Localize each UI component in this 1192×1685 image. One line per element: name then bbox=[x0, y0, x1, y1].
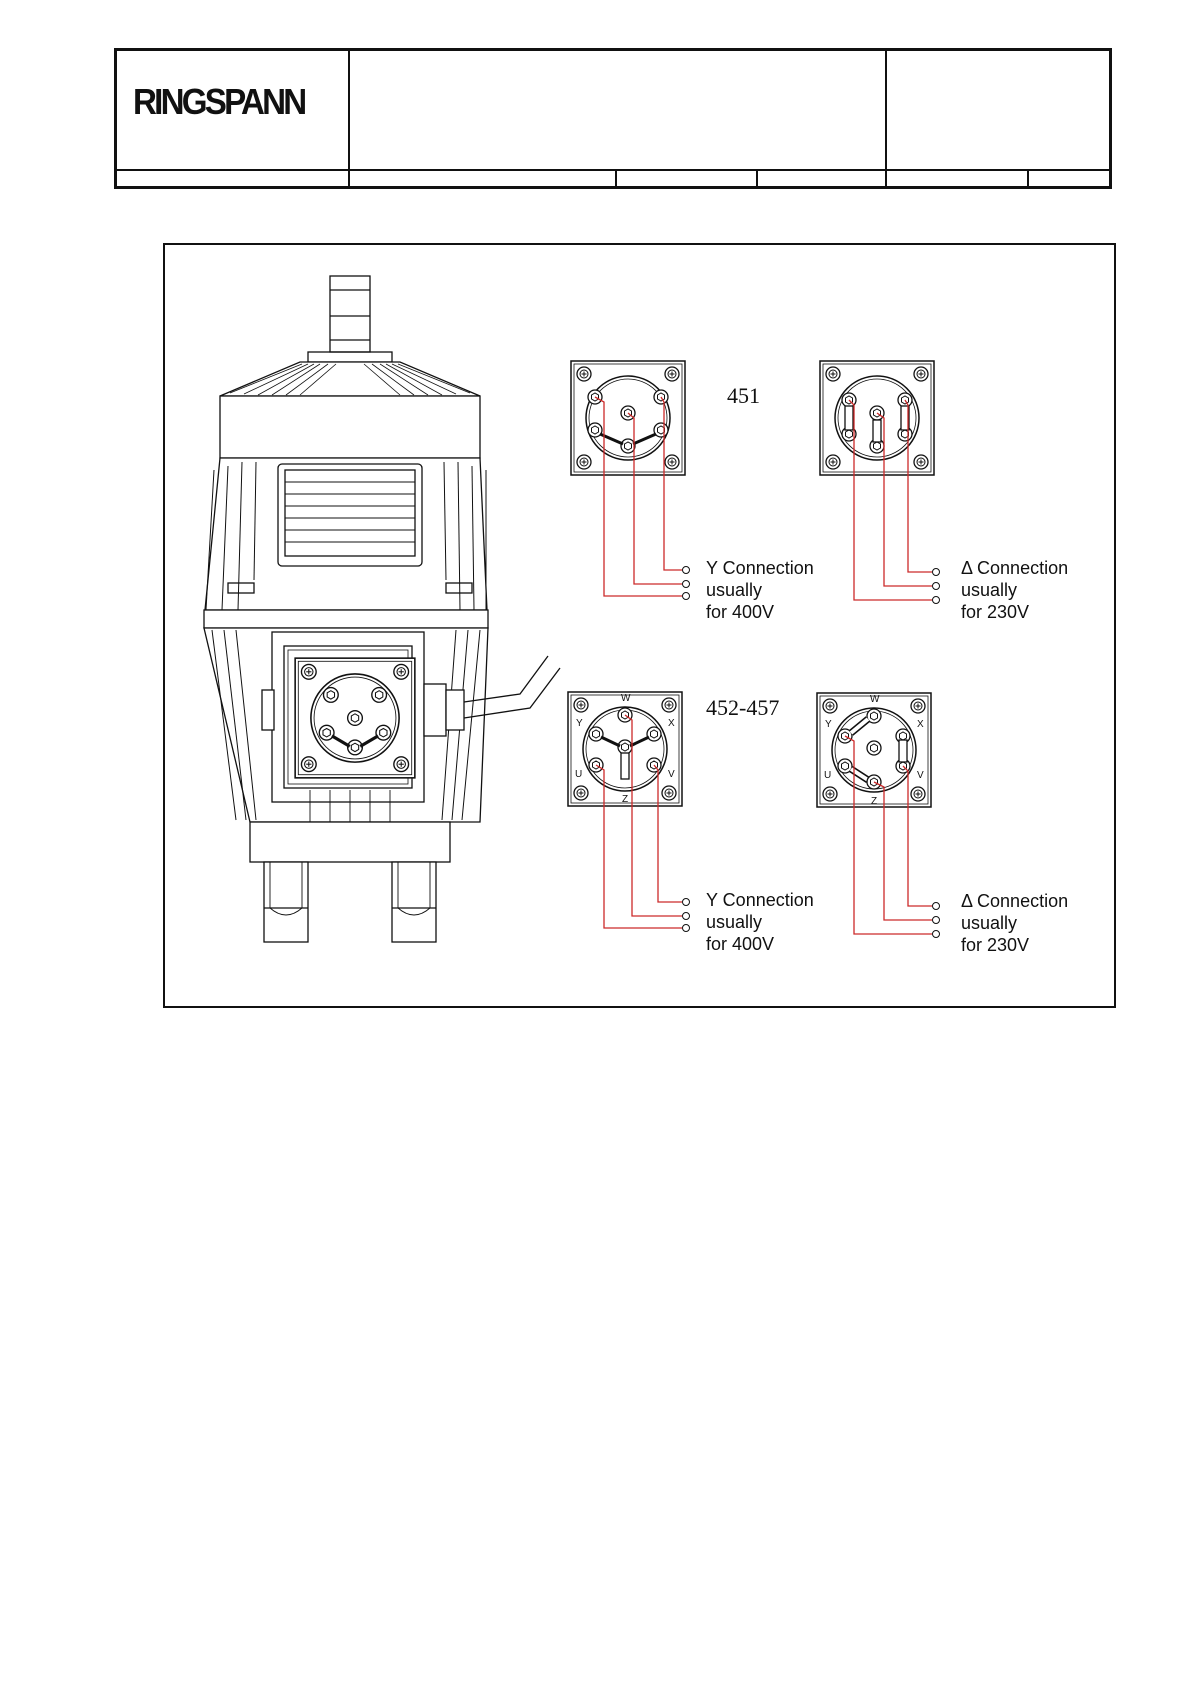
plate-451-delta bbox=[820, 361, 934, 475]
y-connection-voltage: for 400V bbox=[706, 602, 775, 622]
label-452-delta bbox=[961, 891, 1068, 955]
plate-452-delta bbox=[817, 693, 931, 807]
terminal-label-z-2: Z bbox=[871, 796, 878, 807]
y-connection-title-2: Y Connection bbox=[706, 890, 814, 910]
terminal-label-w-2: W bbox=[870, 694, 880, 705]
brand-logo: RINGSPANN bbox=[133, 81, 305, 122]
model-label-452-457: 452-457 bbox=[706, 695, 780, 720]
terminal-label-x: X bbox=[668, 718, 675, 729]
y-connection-voltage-2: for 400V bbox=[706, 934, 775, 954]
y-connection-usually-2: usually bbox=[706, 912, 763, 932]
y-connection-title: Y Connection bbox=[706, 558, 814, 578]
terminal-label-y-2: Y bbox=[825, 719, 832, 730]
delta-connection-usually: usually bbox=[961, 580, 1018, 600]
terminal-label-u: U bbox=[575, 769, 583, 780]
terminal-label-x-2: X bbox=[917, 719, 924, 730]
terminal-label-y: Y bbox=[576, 718, 583, 729]
delta-connection-title: Δ Connection bbox=[961, 558, 1069, 578]
terminal-label-v: V bbox=[668, 769, 675, 780]
label-451-delta bbox=[961, 558, 1068, 622]
terminal-label-u-2: U bbox=[824, 770, 832, 781]
delta-connection-voltage-2: for 230V bbox=[961, 935, 1030, 955]
plate-451-y bbox=[571, 361, 685, 475]
plate-452-y bbox=[568, 692, 682, 806]
label-451-y bbox=[706, 558, 814, 622]
delta-connection-title-2: Δ Connection bbox=[961, 891, 1069, 911]
terminal-label-v-2: V bbox=[917, 770, 924, 781]
label-452-y bbox=[706, 890, 814, 954]
terminal-label-w: W bbox=[621, 693, 631, 704]
motor-drawing bbox=[204, 276, 560, 942]
motor-terminal-plate bbox=[295, 658, 415, 778]
delta-connection-usually-2: usually bbox=[961, 913, 1018, 933]
terminal-label-z: Z bbox=[622, 794, 629, 805]
y-connection-usually: usually bbox=[706, 580, 763, 600]
model-label-451: 451 bbox=[727, 383, 760, 408]
delta-connection-voltage: for 230V bbox=[961, 602, 1030, 622]
